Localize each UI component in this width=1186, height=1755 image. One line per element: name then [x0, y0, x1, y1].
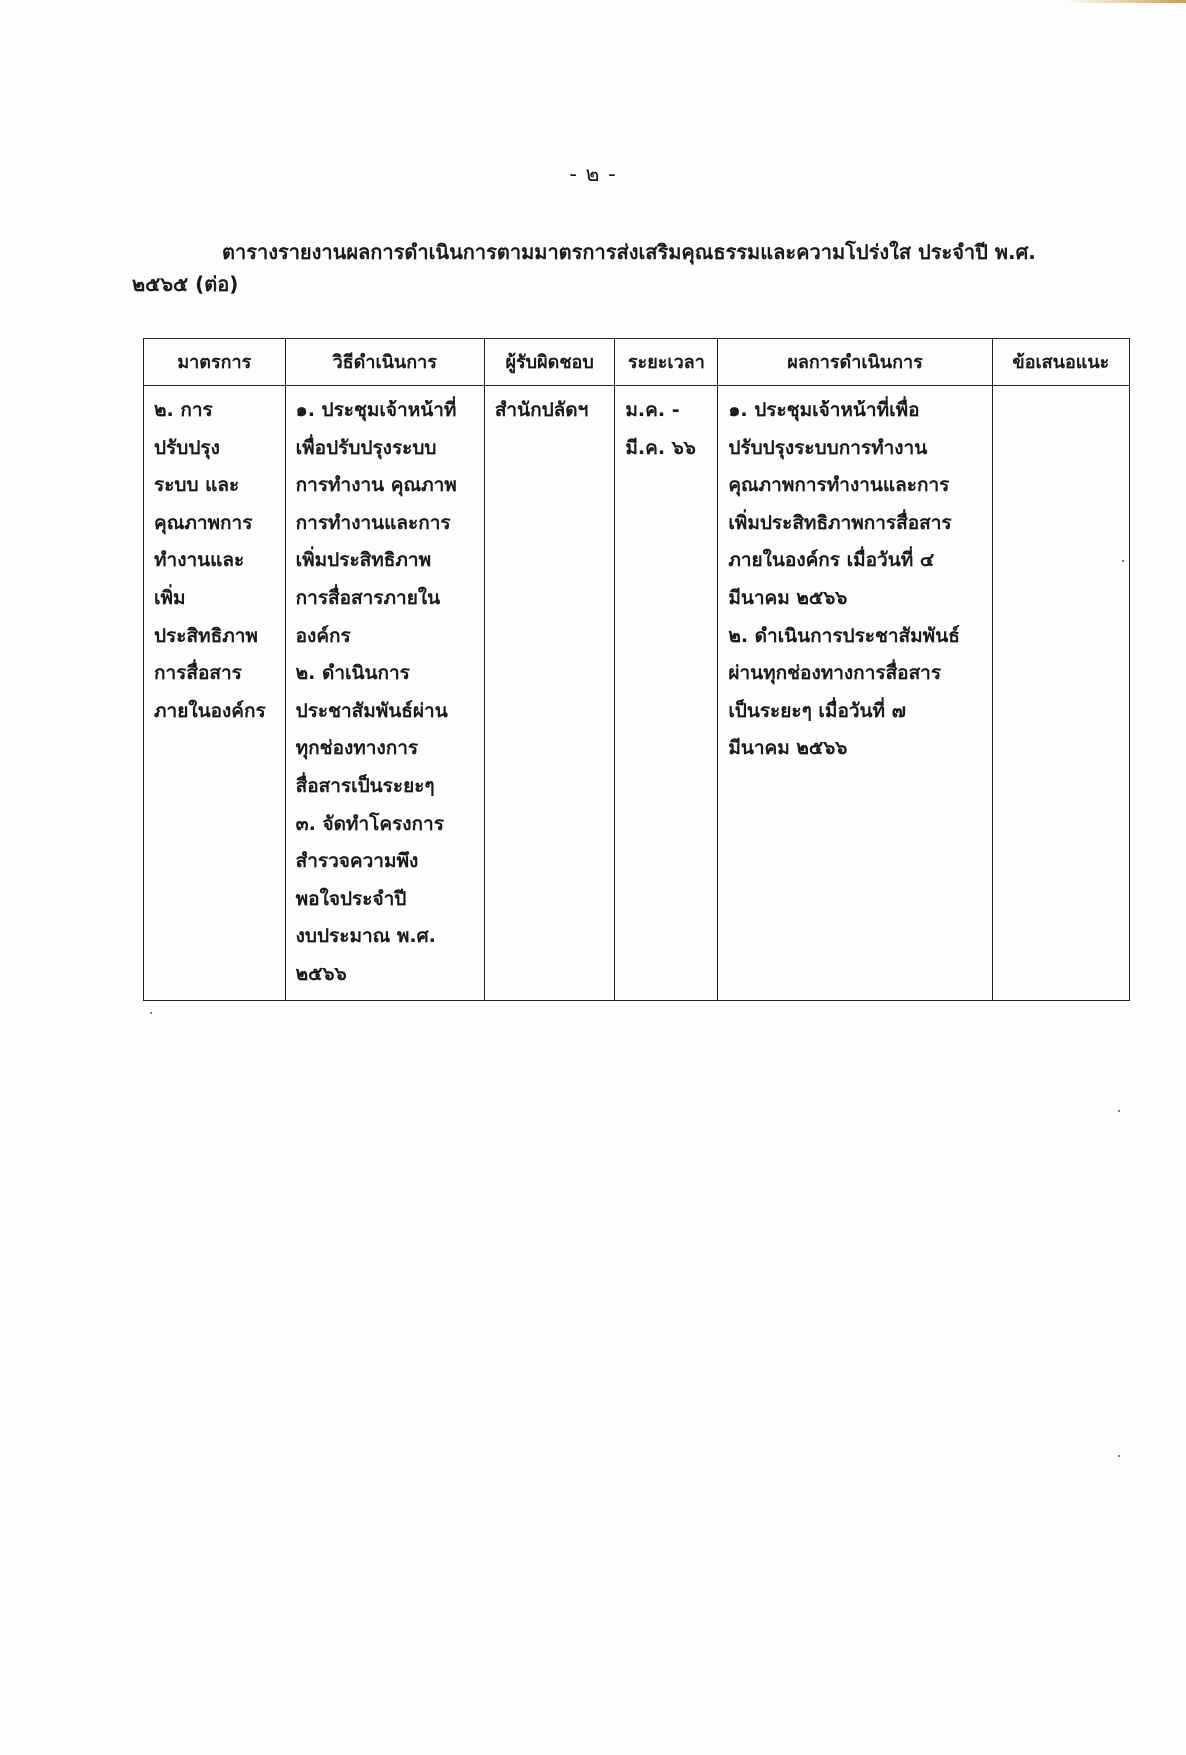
cell-line: ปรับปรุง — [154, 436, 220, 459]
cell-line: เพิ่ม — [154, 586, 186, 609]
cell-line: ปรับปรุงระบบการทำงาน — [728, 436, 928, 459]
header-suggestion: ข้อเสนอแนะ — [992, 339, 1129, 386]
title-line-2: ๒๕๖๕ (ต่อ) — [132, 272, 239, 296]
table-header — [144, 339, 1130, 386]
cell-line: ระบบ และ — [154, 474, 240, 497]
cell-line: ภายในองค์กร — [154, 699, 266, 722]
cell-line: ม.ค. - — [625, 399, 680, 421]
header-measure: มาตรการ — [144, 339, 286, 386]
cell-line: ๒. การ — [154, 399, 213, 421]
cell-line: มีนาคม ๒๕๖๖ — [728, 737, 848, 760]
page-number: - ๒ - — [569, 162, 617, 186]
cell-line: ๒. ดำเนินการประชาสัมพันธ์ — [728, 624, 960, 647]
cell-line: คุณภาพการ — [154, 511, 253, 534]
cell-line: ทุกช่องทางการ — [295, 737, 419, 760]
cell-suggestion — [992, 386, 1129, 1001]
header-method: วิธีดำเนินการ — [285, 339, 484, 386]
cell-line: คุณภาพการทำงานและการ — [728, 474, 950, 497]
cell-line: มี.ค. ๖๖ — [625, 436, 696, 459]
cell-result — [718, 386, 992, 1001]
cell-line: ประสิทธิภาพ — [154, 624, 258, 647]
cell-owner — [484, 386, 615, 1001]
cell-line: ประชาสัมพันธ์ผ่าน — [295, 699, 448, 722]
cell-line: งบประมาณ พ.ศ. — [295, 925, 436, 948]
header-owner: ผู้รับผิดชอบ — [484, 339, 615, 386]
cell-line: พอใจประจำปี — [295, 887, 407, 910]
cell-line: เพิ่มประสิทธิภาพการสื่อสาร — [728, 511, 952, 534]
cell-line: สำนักปลัดฯ — [494, 399, 589, 421]
cell-line: การสื่อสารภายใน — [295, 586, 441, 609]
header-row — [144, 339, 1130, 386]
cell-line: ผ่านทุกช่องทางการสื่อสาร — [728, 662, 942, 685]
table-title — [132, 236, 1062, 300]
scan-speck — [150, 1012, 152, 1014]
header-period: ระยะเวลา — [615, 339, 718, 386]
cell-line: ๒. ดำเนินการ — [295, 662, 410, 685]
scan-speck — [1118, 1455, 1120, 1457]
cell-line: การทำงาน คุณภาพ — [295, 474, 457, 497]
scan-edge-mark — [1066, 0, 1186, 3]
header-result: ผลการดำเนินการ — [718, 339, 992, 386]
cell-line: องค์กร — [295, 624, 351, 647]
title-line-1: ตารางรายงานผลการดำเนินการตามมาตรการส่งเสริมคุณธรรมและความโปร่งใส ประจำปี พ.ศ. — [222, 240, 1036, 264]
cell-measure — [144, 386, 286, 1001]
report-table — [143, 338, 1130, 1001]
cell-line: เป็นระยะๆ เมื่อวันที่ ๗ — [728, 699, 906, 722]
cell-line: สื่อสารเป็นระยะๆ — [295, 774, 435, 797]
cell-line: ๑. ประชุมเจ้าหน้าที่เพื่อ — [728, 399, 920, 421]
scan-speck — [1118, 1110, 1120, 1112]
table-row — [144, 386, 1130, 1001]
cell-method — [285, 386, 484, 1001]
cell-line: การสื่อสาร — [154, 662, 242, 685]
cell-line: สำรวจความพึง — [295, 850, 419, 873]
cell-line: ทำงานและ — [154, 549, 245, 572]
cell-line: มีนาคม ๒๕๖๖ — [728, 586, 848, 609]
scan-speck — [1122, 560, 1124, 562]
cell-line: ๓. จัดทำโครงการ — [295, 812, 444, 835]
cell-line: ๑. ประชุมเจ้าหน้าที่ — [295, 399, 457, 421]
cell-line: การทำงานและการ — [295, 511, 451, 534]
cell-period — [615, 386, 718, 1001]
cell-line: เพิ่มประสิทธิภาพ — [295, 549, 432, 572]
cell-line: ภายในองค์กร เมื่อวันที่ ๔ — [728, 549, 935, 572]
cell-line: ๒๕๖๖ — [295, 962, 347, 985]
cell-line: เพื่อปรับปรุงระบบ — [295, 436, 437, 459]
